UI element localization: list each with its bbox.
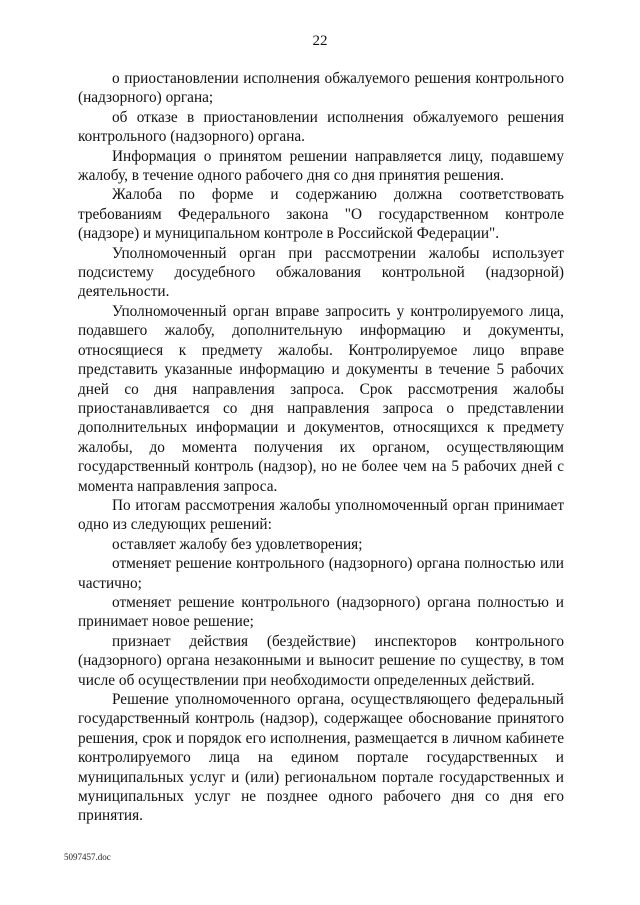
paragraph: Уполномоченный орган вправе запросить у контролируемого лица, подавшего жалобу, дополнительную информацию и документы, относящиеся к предмету жалобы. Контролируемое лицо вправе представить указанные информацию и документы в течение 5 рабочих дней со дня направления запроса. Срок рассмотрения жалобы приостанавливается со дня направления запроса о представлении дополнительных информации и документов, относящихся к предмету жалобы, до момента получения их органом, осуществляющим государственный контроль (надзор), но не более чем на 5 рабочих дней с момента направления запроса.: [78, 302, 564, 495]
list-item: признает действия (бездействие) инспекторов контрольного (надзорного) органа незаконными и выносит решение по существу, в том числе об осуществлении при необходимости определенных действий.: [78, 632, 564, 689]
paragraph: По итогам рассмотрения жалобы уполномоченный орган принимает одно из следующих решений:: [78, 496, 564, 534]
list-item: оставляет жалобу без удовлетворения;: [112, 535, 363, 553]
paragraph: о приостановлении исполнения обжалуемого решения контрольного (надзорного) органа;: [78, 70, 564, 107]
document-body: [78, 69, 564, 826]
paragraph: Жалоба по форме и содержанию должна соответствовать требованиям Федерального закона "О государственном контроле (надзоре) и муниципальном контроле в Российской Федерации".: [78, 186, 564, 243]
paragraph: Решение уполномоченного органа, осуществляющего федеральный государственный контроль (надзор), содержащее обоснование принятого решения, срок и порядок его исполнения, размещается в личном кабинете контролируемого лица на едином портале государственных и муниципальных услуг и (или) региональном портале государственных и муниципальных услуг не позднее одного рабочего дня со дня его принятия.: [78, 691, 564, 825]
paragraph: Уполномоченный орган при рассмотрении жалобы использует подсистему досудебного обжалования контрольной (надзорной) деятельности.: [78, 244, 564, 301]
document-file-code: 5097457.doc: [64, 852, 111, 862]
page-number: 22: [312, 33, 328, 49]
list-item: отменяет решение контрольного (надзорного) органа полностью и принимает новое решение;: [78, 593, 564, 631]
list-item: отменяет решение контрольного (надзорного) органа полностью или частично;: [78, 555, 564, 592]
paragraph: Информация о принятом решении направляется лицу, подавшему жалобу, в течение одного рабочего дня со дня принятия решения.: [78, 147, 564, 185]
paragraph: об отказе в приостановлении исполнения обжалуемого решения контрольного (надзорного) органа.: [78, 108, 564, 146]
